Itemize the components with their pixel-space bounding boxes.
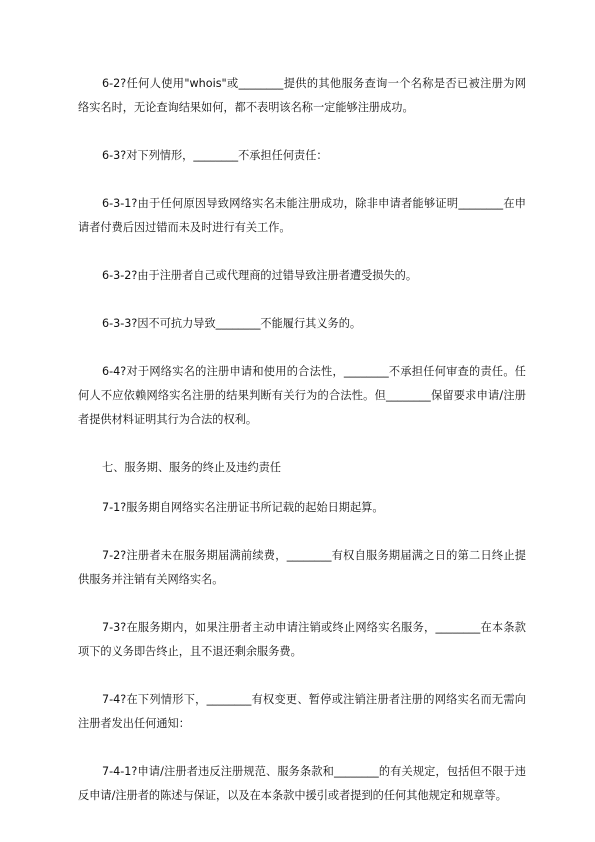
clause-6-3-2: 6-3-2?由于注册者自己或代理商的过错导致注册者遭受损失的。 [102, 269, 418, 282]
clause-6-2: 6-2?任何人使用"whois"或________提供的其他服务查询一个名称是否已被注册为网络实名时，无论查询结果如何，都不表明该名称一定能够注册成功。 [78, 77, 526, 114]
section-7-heading: 七、服务期、服务的终止及违约责任 [102, 461, 282, 474]
clause-7-1: 7-1?服务期自网络实名注册证书所记载的起始日期起算。 [102, 501, 384, 514]
clause-7-3: 7-3?在服务期内，如果注册者主动申请注销或终止网络实名服务，________在本条款项下的义务即告终止，且不退还剩余服务费。 [78, 621, 526, 658]
clause-6-3: 6-3?对下列情形，________不承担任何责任： [102, 149, 328, 162]
clause-6-3-3: 6-3-3?因不可抗力导致________不能履行其义务的。 [102, 317, 362, 330]
clause-7-4: 7-4?在下列情形下，________有权变更、暂停或注销注册者注册的网络实名而无需向注册者发出任何通知： [78, 693, 526, 730]
document-body [78, 72, 526, 832]
clause-7-2: 7-2?注册者未在服务期届满前续费，________有权自服务期届满之日的第二日终止提供服务并注销有关网络实名。 [78, 549, 526, 586]
clause-6-4: 6-4?对于网络实名的注册申请和使用的合法性，________不承担任何审查的责任。任何人不应依赖网络实名注册的结果判断有关行为的合法性。但________保留要求申请/注册者提供材料证明其行为合法的权利。 [78, 365, 526, 426]
clause-6-3-1: 6-3-1?由于任何原因导致网络实名未能注册成功，除非申请者能够证明________在申请者付费后因过错而未及时进行有关工作。 [78, 197, 526, 234]
clause-7-4-1: 7-4-1?申请/注册者违反注册规范、服务条款和________的有关规定，包括但不限于违反申请/注册者的陈述与保证，以及在本条款中援引或者提到的任何其他规定和规章等。 [78, 765, 526, 802]
